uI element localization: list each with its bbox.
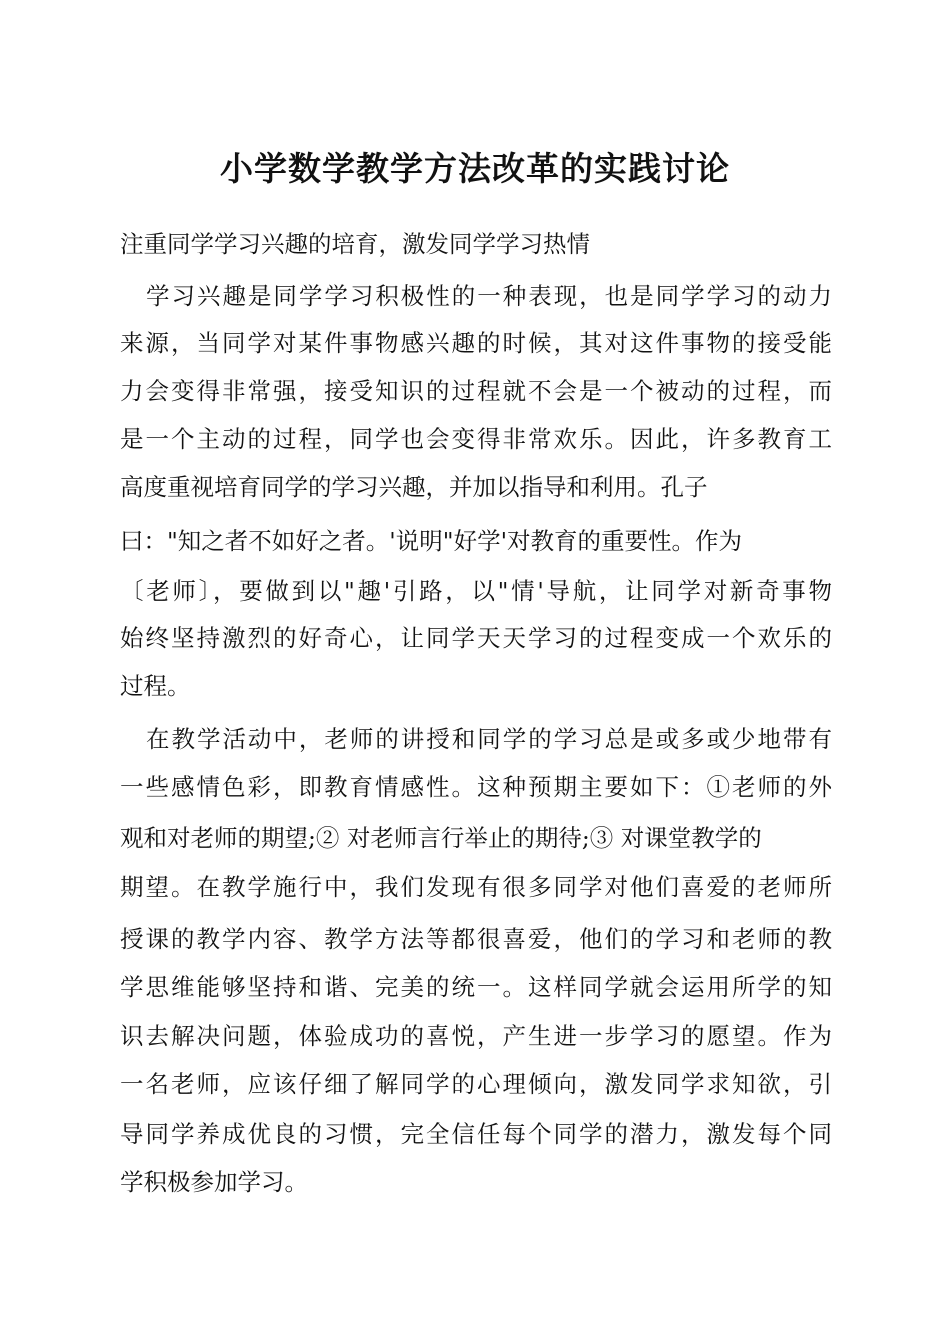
paragraph-line: 导同学养成优良的习惯，完全信任每个同学的潜力，激发每个同 <box>120 1120 832 1148</box>
section-heading: 注重同学学习兴趣的培育，激发同学学习热情 <box>120 230 590 258</box>
paragraph-line: 在教学活动中，老师的讲授和同学的学习总是或多或少地带有 <box>146 725 832 753</box>
paragraph-line: 期望。在教学施行中，我们发现有很多同学对他们喜爱的老师所 <box>120 873 832 901</box>
paragraph-line: 一名老师，应该仔细了解同学的心理倾向，激发同学求知欲，引 <box>120 1070 832 1098</box>
paragraph-line: 学积极参加学习。 <box>120 1168 308 1196</box>
paragraph-line: 一些感情色彩，即教育情感性。这种预期主要如下：①老师的外 <box>120 773 832 801</box>
paragraph-line: 是一个主动的过程，同学也会变得非常欢乐。因此，许多教育工 <box>120 425 832 453</box>
paragraph-line: 过程。 <box>120 672 191 700</box>
paragraph-line: 识去解决问题，体验成功的喜悦，产生进一步学习的愿望。作为 <box>120 1022 832 1050</box>
paragraph-line: 曰："知之者不如好之者。'说明"好学'对教育的重要性。作为 <box>120 527 743 555</box>
document-title: 小学数学教学方法改革的实践讨论 <box>220 149 730 188</box>
paragraph-line: 始终坚持激烈的好奇心，让同学天天学习的过程变成一个欢乐的 <box>120 624 832 652</box>
paragraph-line: 学思维能够坚持和谐、完美的统一。这样同学就会运用所学的知 <box>120 973 832 1001</box>
paragraph-line: 授课的教学内容、教学方法等都很喜爱，他们的学习和老师的教 <box>120 925 832 953</box>
paragraph-line: 高度重视培育同学的学习兴趣，并加以指导和利用。孔子 <box>120 473 708 501</box>
paragraph-line: 力会变得非常强，接受知识的过程就不会是一个被动的过程，而 <box>120 377 832 405</box>
paragraph-line: 学习兴趣是同学学习积极性的一种表现，也是同学学习的动力 <box>146 282 832 310</box>
paragraph-line: 观和对老师的期望;② 对老师言行举止的期待;③ 对课堂教学的 <box>120 824 762 852</box>
paragraph-line: 〔老师〕，要做到以"趣'引路，以"情'导航，让同学对新奇事物 <box>120 577 832 605</box>
paragraph-line: 来源，当同学对某件事物感兴趣的时候，其对这件事物的接受能 <box>120 329 832 357</box>
